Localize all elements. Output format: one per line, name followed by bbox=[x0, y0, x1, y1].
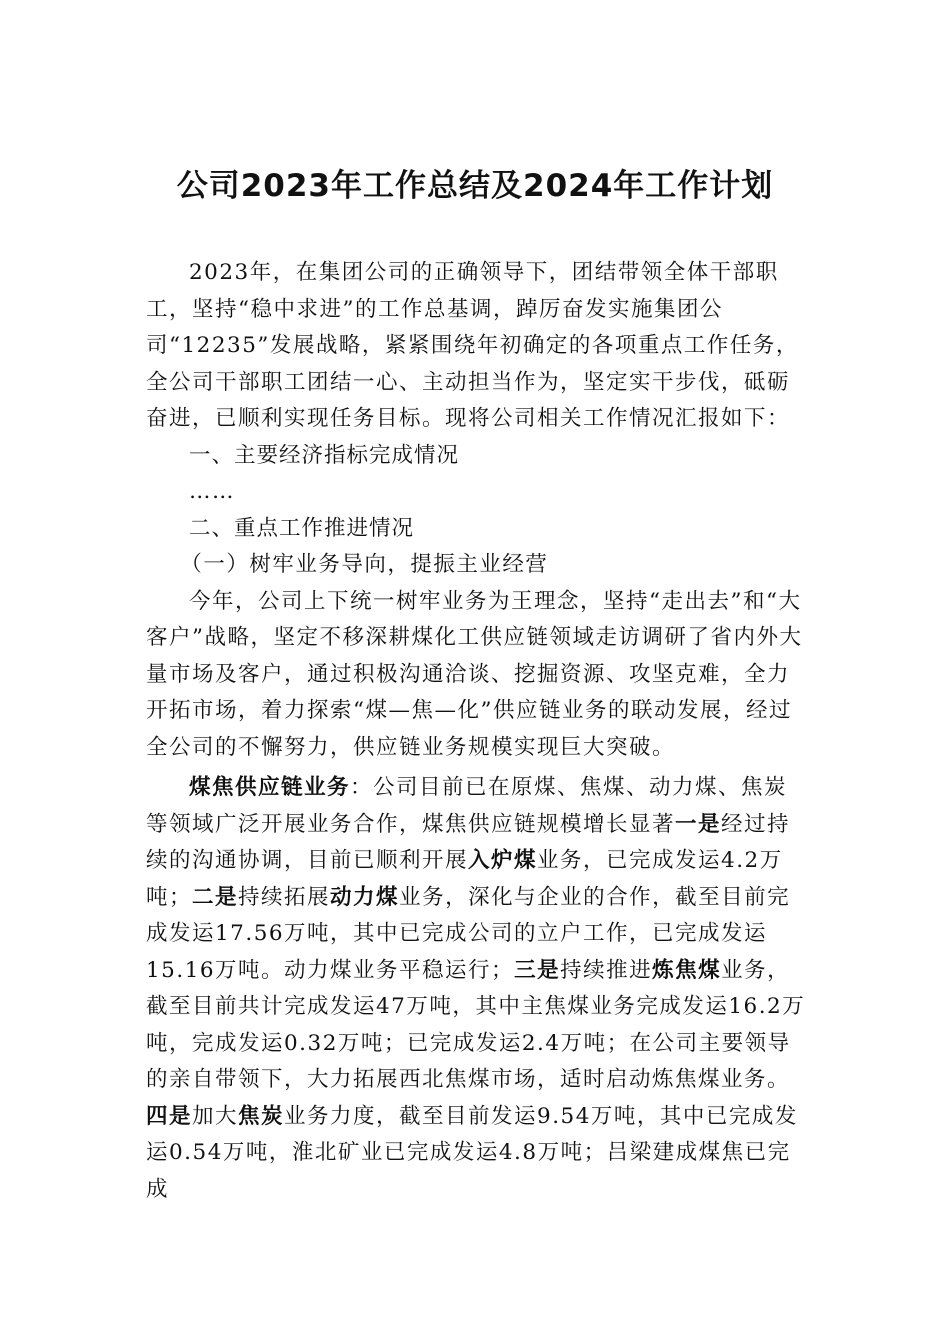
subsection-heading-1: （一）树牢业务导向，提振主业经营 bbox=[180, 552, 549, 577]
coal-text-7: 业务，截至目前共计完成发运47万吨，其中主焦煤业务完成发运16.2万吨，完成发运0.32万吨；已完成发运2.4万吨；在公司主要领导的亲自带领下，大力拓展西北焦煤市场，适时启动炼焦煤业务。 bbox=[146, 957, 806, 1092]
coal-key-1: 一是 bbox=[675, 811, 722, 837]
section-heading-2: 二、重点工作推进情况 bbox=[189, 515, 415, 541]
intro-paragraph: 2023年，在集团公司的正确领导下，团结带领全体干部职工，坚持“稳中求进”的工作总基调，踔厉奋发实施集团公司“12235”发展战略，紧紧围绕年初确定的各项重点工作任务，全公司干部职工团结一心、主动担当作为，坚定实干步伐，砥砺奋进，已顺利实现任务目标。现将公司相关工作情况汇报如下： bbox=[146, 260, 799, 431]
main-business-paragraph: 今年，公司上下统一树牢业务为王理念，坚持“走出去”和“大客户”战略，坚定不移深耕煤化工供应链领域走访调研了省内外大量市场及客户，通过积极沟通洽谈、挖掘资源、攻坚克难，全力开拓市场，着力探索“煤—焦—化”供应链业务的联动发展，经过全公司的不懈努力，供应链业务规模实现巨大突破。 bbox=[146, 588, 803, 760]
coal-key-4: 动力煤 bbox=[330, 884, 400, 910]
coal-text-3: 业务，已完成发运4.2万吨； bbox=[146, 848, 783, 910]
coal-text-5: 业务，深化与企业的合作，截至目前完成发运17.56万吨，其中已完成公司的立户工作，已完成发运15.16万吨。动力煤业务平稳运行； bbox=[146, 884, 791, 983]
document-title: 公司2023年工作总结及2024年工作计划 bbox=[176, 168, 774, 204]
coal-key-3: 二是 bbox=[192, 884, 239, 910]
coal-key-5: 三是 bbox=[514, 957, 561, 983]
coal-text-9: 业务力度，截至目前发运9.54万吨，其中已完成发运0.54万吨，淮北矿业已完成发运4.8万吨；吕梁建成煤焦已完成 bbox=[146, 1103, 798, 1202]
document-body bbox=[146, 255, 806, 1208]
coal-text-2: 经过持续的沟通协调，目前已顺利开展 bbox=[146, 811, 791, 873]
coal-key-2: 入炉煤 bbox=[468, 848, 538, 873]
coal-text-1: ：公司目前已在原煤、焦煤、动力煤、焦炭等领域广泛开展业务合作，煤焦供应链规模增长显著 bbox=[146, 775, 788, 837]
coal-lead-term: 煤焦供应链业务 bbox=[189, 775, 351, 800]
coal-text-8: 加大 bbox=[192, 1103, 239, 1129]
coal-key-7: 四是 bbox=[146, 1103, 193, 1129]
coal-key-6: 炼焦煤 bbox=[652, 957, 722, 983]
section-heading-1: 一、主要经济指标完成情况 bbox=[189, 442, 460, 468]
coal-coke-paragraph bbox=[146, 770, 806, 1208]
coal-text-4: 持续拓展 bbox=[238, 884, 331, 910]
coal-text-6: 持续推进 bbox=[560, 957, 653, 983]
coal-key-8: 焦炭 bbox=[238, 1103, 285, 1129]
ellipsis: …… bbox=[189, 479, 235, 504]
